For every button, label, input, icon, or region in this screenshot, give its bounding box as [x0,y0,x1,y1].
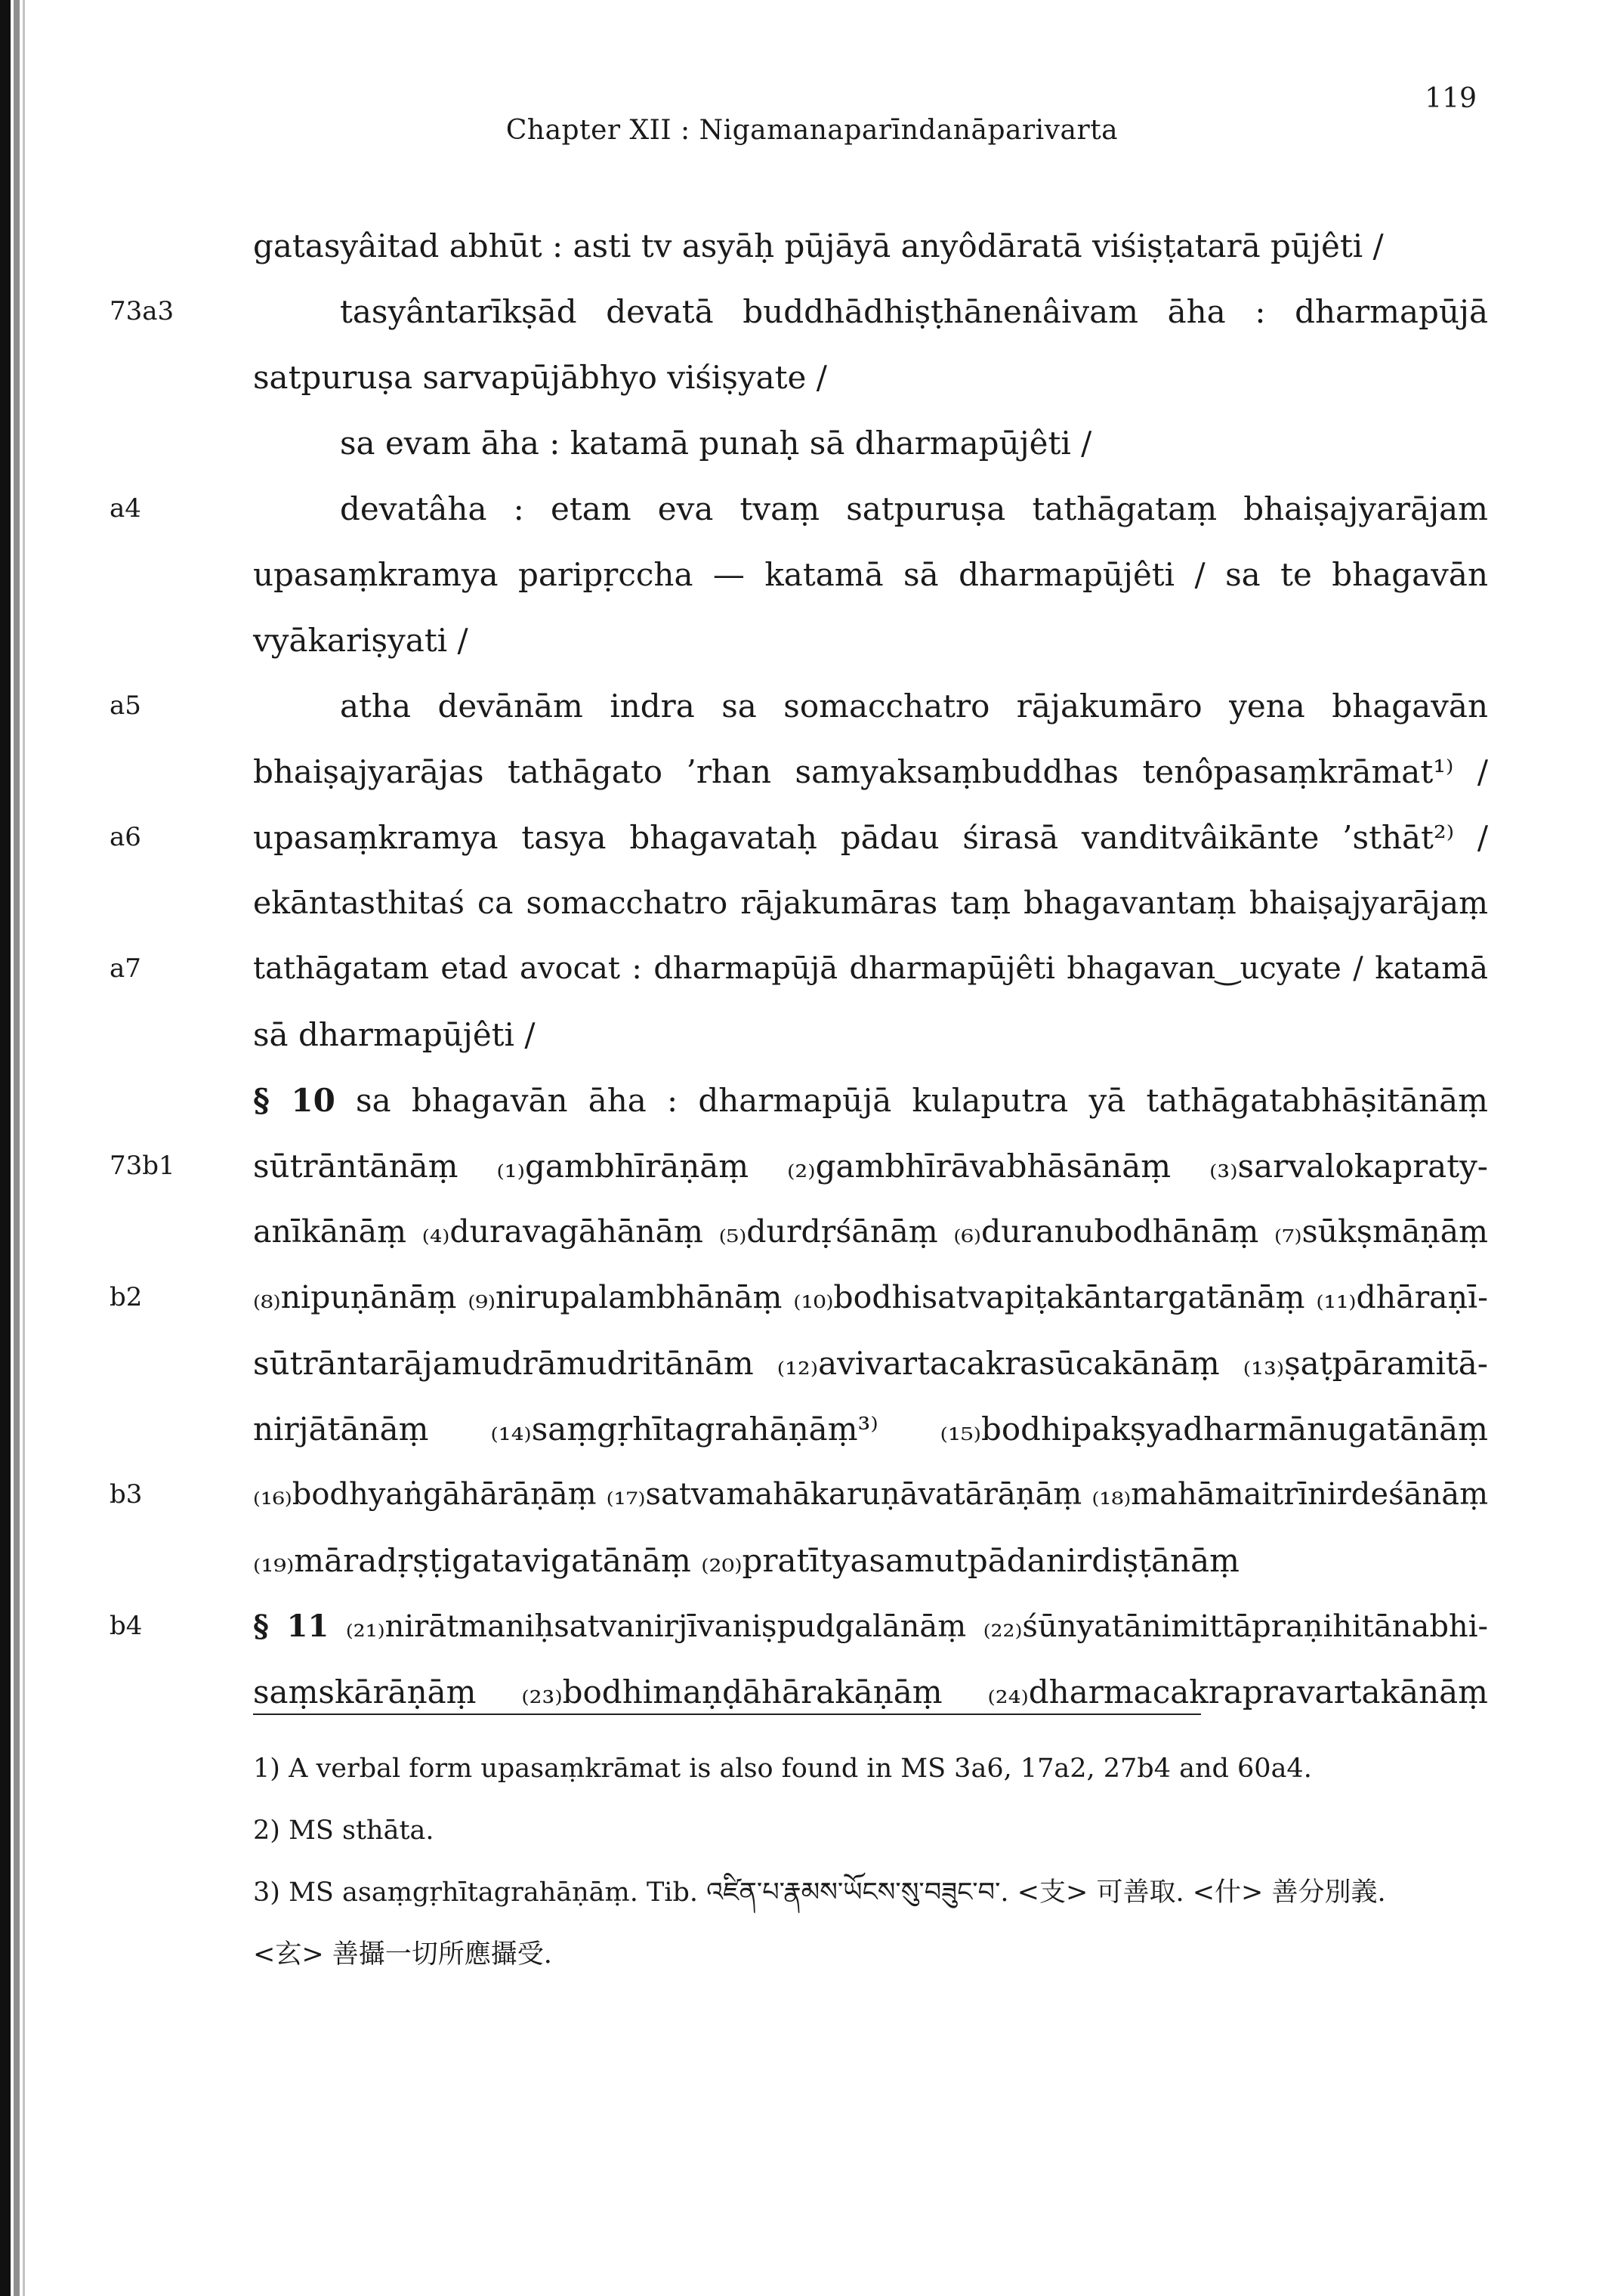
folio-marker: a5 [110,691,141,721]
text-line [110,673,1488,739]
text-line [110,1265,1488,1330]
page-number: 119 [1425,83,1477,114]
line-text: saṃskārāṇāṃ ₍₂₃₎bodhimaṇḍāhārakāṇāṃ ₍₂₄₎dharmacakrapravartakānāṃ [253,1673,1488,1710]
text-line [253,542,1488,607]
text-line [253,410,1488,476]
running-head: Chapter XII : Nigamanaparīndanāparivarta [505,115,1119,146]
line-text: ekāntasthitaś ca somacchatro rājakumāras taṃ bhagavantaṃ bhaiṣajyarājaṃ [253,885,1488,921]
text-line [110,1593,1488,1659]
footnote-text: MS sthāta. [289,1815,434,1846]
folio-marker: b4 [110,1611,143,1641]
text-line [110,476,1488,542]
footnote [253,1924,1492,1985]
line-text: gatasyâitad abhūt : asti tv asyāḥ pūjāyā anyôdāratā viśiṣṭatarā pūjêti / [253,227,1384,264]
line-text: sa evam āha : katamā punaḥ sā dharmapūjêti / [340,425,1092,462]
text-line [253,1396,1488,1462]
line-text: ₍₂₁₎nirātmaniḥsatvanirjīvaniṣpudgalānāṃ ₍₂₂₎śūnyatānimittāpraṇihitānabhi- [345,1609,1488,1644]
footnote [253,1862,1492,1924]
text-line [110,1133,1488,1199]
binding-shadow [14,0,20,2296]
binding-shadow-light [23,0,25,2296]
line-text: ₍₁₉₎māradṛṣṭigatavigatānāṃ ₍₂₀₎pratītyasamutpādanirdiṣṭānāṃ [253,1542,1240,1579]
line-text: ₍₁₆₎bodhyaṅgāhārāṇāṃ ₍₁₇₎satvamahākaruṇāvatārāṇāṃ ₍₁₈₎mahāmaitrīnirdeśānāṃ [253,1477,1488,1512]
footnote-rule [253,1714,1201,1715]
text-line [253,345,1488,410]
footnote-text: A verbal form upasaṃkrāmat is also found in MS 3a6, 17a2, 27b4 and 60a4. [289,1754,1312,1784]
line-text: sa bhagavān āha : dharmapūjā kulaputra yā tathāgatabhāṣitānāṃ [356,1082,1488,1119]
footnote-label: 1) [253,1754,280,1784]
folio-marker: b2 [110,1282,143,1312]
line-text: tathāgatam etad avocat : dharmapūjā dharmapūjêti bhagavan‿ucyate / katamā [253,951,1488,986]
footnote [253,1800,1492,1862]
line-text: anīkānāṃ ₍₄₎duravagāhānāṃ ₍₅₎durdṛśānāṃ ₍₆₎duranubodhānāṃ ₍₇₎sūkṣmāṇāṃ [253,1213,1488,1250]
footnote [253,1738,1492,1800]
line-text: nirjātānāṃ ₍₁₄₎saṃgṛhītagrahāṇāṃ³⁾ ₍₁₅₎bodhipakṣyadharmānugatānāṃ [253,1411,1488,1448]
folio-marker: b3 [110,1479,143,1510]
text-line [110,805,1488,870]
text-line [110,279,1488,345]
text-line [253,1199,1488,1265]
line-text: upasaṃkramya paripṛccha — katamā sā dharmapūjêti / sa te bhagavān [253,556,1488,593]
footnote-label: 3) [253,1877,280,1908]
line-text: tasyântarīkṣād devatā buddhādhiṣṭhānenâivam āha : dharmapūjā [340,293,1488,330]
text-line [253,1528,1488,1593]
line-text: sūtrāntānāṃ ₍₁₎gambhīrāṇāṃ ₍₂₎gambhīrāvabhāsānāṃ ₍₃₎sarvalokapraty- [253,1148,1488,1185]
main-text [110,213,1488,1725]
line-text: sā dharmapūjêti / [253,1016,536,1053]
footnotes [253,1738,1492,1985]
section-number: § 10 [253,1082,335,1119]
line-text: devatâha : etam eva tvaṃ satpuruṣa tathāgataṃ bhaiṣajyarājam [340,490,1488,527]
text-line [110,936,1488,1002]
text-line [253,1330,1488,1396]
line-text: ₍₈₎nipuṇānāṃ ₍₉₎nirupalambhānāṃ ₍₁₀₎bodhisatvapiṭakāntargatānāṃ ₍₁₁₎dhāraṇī- [253,1279,1488,1315]
footnote-label: 2) [253,1815,280,1846]
text-line [253,739,1488,805]
footnote-text: MS asaṃgṛhītagrahāṇāṃ. Tib. འཛིན་པ་རྣམས་ཡོངས་སུ་བཟུང་བ་. <支> 可善取. <什> 善分別義. [289,1877,1386,1908]
text-line [253,1002,1488,1068]
line-text: satpuruṣa sarvapūjābhyo viśiṣyate / [253,359,827,396]
folio-marker: a6 [110,822,141,852]
text-line [253,870,1488,936]
line-text: atha devānām indra sa somacchatro rājakumāro yena bhagavān [340,688,1488,725]
text-line [253,607,1488,673]
binding-edge [0,0,11,2296]
text-line [253,1068,1488,1133]
line-text: bhaiṣajyarājas tathāgato ’rhan samyaksaṃbuddhas tenôpasaṃkrāmat¹⁾ / [253,753,1488,790]
folio-marker: a4 [110,493,141,524]
text-line [253,213,1488,279]
section-number: § 11 [253,1608,329,1644]
folio-marker: 73b1 [110,1151,175,1181]
line-text: vyākariṣyati / [253,622,468,659]
folio-marker: 73a3 [110,296,174,326]
line-text: sūtrāntarājamudrāmudritānām ₍₁₂₎avivartacakrasūcakānāṃ ₍₁₃₎ṣaṭpāramitā- [253,1345,1488,1382]
line-text: upasaṃkramya tasya bhagavataḥ pādau śirasā vanditvâikānte ’sthāt²⁾ / [253,819,1488,856]
text-line [110,1462,1488,1528]
footnote-text: <玄> 善攝一切所應攝受. [253,1939,552,1970]
folio-marker: a7 [110,953,141,984]
